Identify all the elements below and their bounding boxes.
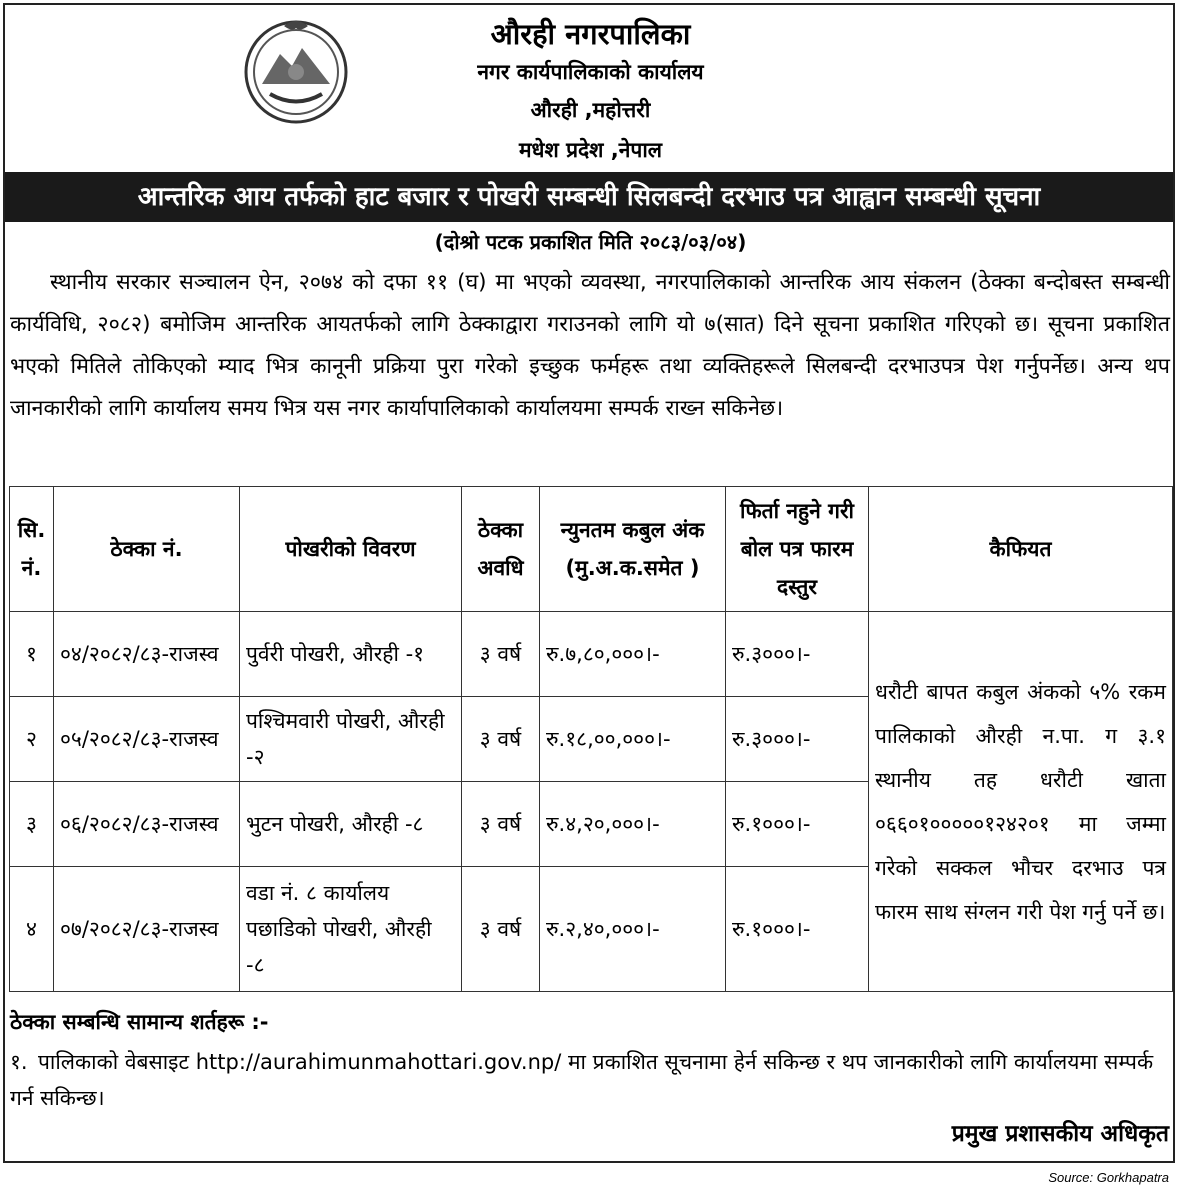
header-duration: ठेक्का अवधि <box>462 487 540 612</box>
cell-duration: ३ वर्ष <box>462 867 540 992</box>
cell-min-bid: रु.१८,००,०००।- <box>540 697 726 782</box>
cell-duration: ३ वर्ष <box>462 697 540 782</box>
cell-form-fee: रु.३०००।- <box>726 697 869 782</box>
condition-item <box>10 1044 1170 1116</box>
cell-pond: पश्चिमवारी पोखरी, औरही -२ <box>240 697 462 782</box>
signatory-title: प्रमुख प्रशासकीय अधिकृत <box>951 1121 1169 1147</box>
notice-title: आन्तरिक आय तर्फको हाट बजार र पोखरी सम्बन्धी सिलबन्दी दरभाउ पत्र आह्वान सम्बन्धी सूचना <box>5 172 1173 222</box>
cell-contract-no: ०७/२०८२/८३-राजस्व <box>54 867 240 992</box>
cell-pond: पुर्वरी पोखरी, औरही -१ <box>240 612 462 697</box>
notice-body: स्थानीय सरकार सञ्चालन ऐन, २०७४ को दफा ११ (घ) मा भएको व्यवस्था, नगरपालिकाको आन्तरिक आय संकलन (ठेक्का बन्दोबस्त सम्बन्धी कार्यविधि, २०८२) बमोजिम आन्तरिक आयतर्फको लागि ठेक्काद्वारा गराउनको लागि यो ७(सात) दिने सूचना प्रकाशित गरिएको छ। सूचना प्रकाशित भएको मितिले तोकिएको म्याद भित्र कानूनी प्रक्रिया पुरा गरेको इच्छुक फर्महरू तथा व्यक्तिहरूले सिलबन्दी दरभाउपत्र पेश गर्नुपर्नेछ। अन्य थप जानकारीको लागि कार्यालय समय भित्र यस नगर कार्यापालिकाको कार्यालयमा सम्पर्क राख्न सकिनेछ। <box>10 270 1170 421</box>
office-location: औरही ,महोत्तरी <box>530 98 651 122</box>
header-min-bid: न्युनतम कबुल अंक (मु.अ.क.समेत ) <box>540 487 726 612</box>
header-remarks: कैफियत <box>869 487 1173 612</box>
cell-min-bid: रु.२,४०,०००।- <box>540 867 726 992</box>
header-form-fee: फिर्ता नहुने गरी बोल पत्र फारम दस्तुर <box>726 487 869 612</box>
cell-duration: ३ वर्ष <box>462 782 540 867</box>
municipality-name: औरही नगरपालिका <box>490 17 691 51</box>
header-pond: पोखरीको विवरण <box>240 487 462 612</box>
cell-sn: १ <box>10 612 54 697</box>
cell-duration: ३ वर्ष <box>462 612 540 697</box>
published-date: (दोश्रो पटक प्रकाशित मिति २०८३/०३/०४) <box>434 230 747 254</box>
source-credit: Source: Gorkhapatra <box>1048 1170 1169 1185</box>
cell-pond: भुटन पोखरी, औरही -८ <box>240 782 462 867</box>
cell-remarks: धरौटी बापत कबुल अंकको ५% रकम पालिकाको औरही न.पा. ग ३.१ स्थानीय तह धरौटी खाता ०६६०१०००००१२४२०१ मा जम्मा गरेको सक्कल भौचर दरभाउ पत्र फारम साथ संग्लन गरी पेश गर्नु पर्ने छ। <box>869 612 1173 992</box>
cell-contract-no: ०५/२०८२/८३-राजस्व <box>54 697 240 782</box>
cell-contract-no: ०६/२०८२/८३-राजस्व <box>54 782 240 867</box>
cell-form-fee: रु.१०००।- <box>726 782 869 867</box>
conditions-title: ठेक्का सम्बन्धि सामान्य शर्तहरू :- <box>10 1010 269 1034</box>
office-province: मधेश प्रदेश ,नेपाल <box>519 138 662 162</box>
condition-text: पालिकाको वेबसाइट http://aurahimunmahottari.gov.np/ मा प्रकाशित सूचनामा हेर्न सकिन्छ र थप जानकारीको लागि कार्यालयमा सम्पर्क गर्न सकिन्छ। <box>10 1050 1154 1110</box>
cell-min-bid: रु.७,८०,०००।- <box>540 612 726 697</box>
contract-table <box>9 486 1173 992</box>
table-header-row <box>10 487 1173 612</box>
table-row <box>10 612 1173 697</box>
cell-contract-no: ०४/२०८२/८३-राजस्व <box>54 612 240 697</box>
cell-sn: ३ <box>10 782 54 867</box>
cell-sn: २ <box>10 697 54 782</box>
header-contract-no: ठेक्का नं. <box>54 487 240 612</box>
cell-min-bid: रु.४,२०,०००।- <box>540 782 726 867</box>
cell-pond: वडा नं. ८ कार्यालय पछाडिको पोखरी, औरही -८ <box>240 867 462 992</box>
cell-form-fee: रु.३०००।- <box>726 612 869 697</box>
cell-sn: ४ <box>10 867 54 992</box>
condition-number: १. <box>10 1050 28 1074</box>
header-sn: सि. नं. <box>10 487 54 612</box>
cell-form-fee: रु.१०००।- <box>726 867 869 992</box>
office-name: नगर कार्यपालिकाको कार्यालय <box>477 60 704 84</box>
